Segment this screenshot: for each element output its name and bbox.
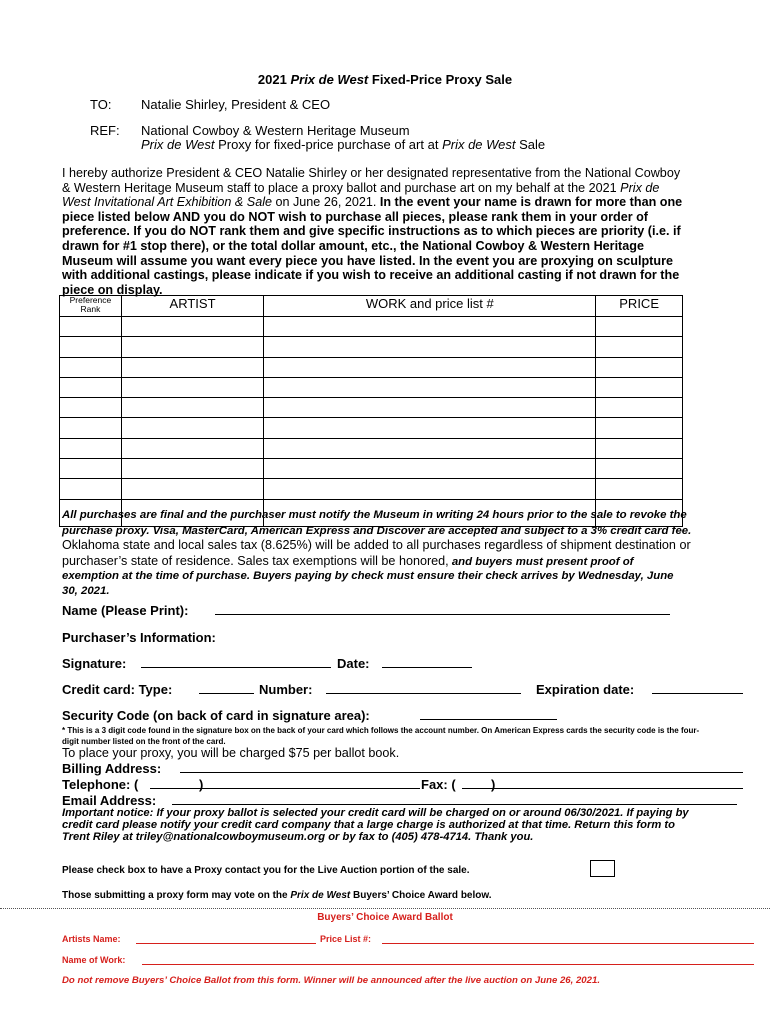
work-cell[interactable]: [264, 459, 596, 479]
work-cell[interactable]: [264, 317, 596, 337]
price-cell[interactable]: [596, 479, 683, 499]
purchaser-info-label: Purchaser’s Information:: [62, 630, 216, 645]
price-cell[interactable]: [596, 377, 683, 397]
expiration-label: Expiration date:: [536, 682, 635, 697]
ref-line1: National Cowboy & Western Heritage Museum: [141, 123, 410, 138]
signature-line[interactable]: [141, 667, 331, 668]
ballot-title: Buyers’ Choice Award Ballot: [317, 912, 453, 923]
cc-number-line[interactable]: [326, 693, 521, 694]
table-row[interactable]: [60, 418, 683, 438]
ballot-price-label: Price List #:: [320, 934, 372, 944]
to-label: TO:: [90, 97, 112, 112]
ref-line2: Prix de West Proxy for fixed-price purchase of art at Prix de West Sale: [141, 137, 546, 152]
name-label: Name (Please Print):: [62, 603, 189, 618]
fax-close: ): [491, 777, 496, 792]
artist-cell[interactable]: [121, 479, 263, 499]
artist-cell[interactable]: [121, 357, 263, 377]
name-line[interactable]: [215, 614, 670, 615]
header-artist: ARTIST: [121, 296, 263, 317]
ballot-artist-line[interactable]: [136, 943, 316, 944]
rank-cell[interactable]: [60, 438, 122, 458]
table-header-row: [60, 296, 683, 317]
table-row[interactable]: [60, 479, 683, 499]
purchase-notice: All purchases are final and the purchaser must notify the Museum in writing 24 hours prior to the sale to revoke the purchase proxy. Visa, MasterCard, American Express and Discover are accepted and subject to a 3% credit card fee. Oklahoma state and local sales tax (8.625%) will be added to all purchases regardless of shipment destination or purchaser’s state of residence. Sales tax exemptions will be honored, and buyers must present proof of exemption at the time of purchase. Buyers paying by check must ensure their check arrives by Wednesday, June 30, 2021.: [62, 509, 692, 597]
telephone-line[interactable]: [150, 788, 420, 789]
buyers-choice-text: Those submitting a proxy form may vote on the Prix de West Buyers’ Choice Award below.: [62, 890, 492, 901]
table-row[interactable]: [60, 377, 683, 397]
price-cell[interactable]: [596, 398, 683, 418]
charge-text: To place your proxy, you will be charged $75 per ballot book.: [62, 746, 400, 760]
price-cell[interactable]: [596, 357, 683, 377]
ballot-artist-label: Artists Name:: [62, 934, 121, 944]
price-cell[interactable]: [596, 438, 683, 458]
security-note: * This is a 3 digit code found in the signature box on the back of your card which follows the account number. On American Express cards the security code is the four-digit number listed on the front of the card.: [62, 726, 700, 746]
table-row[interactable]: [60, 317, 683, 337]
work-cell[interactable]: [264, 357, 596, 377]
signature-label: Signature:: [62, 656, 127, 671]
artist-cell[interactable]: [121, 317, 263, 337]
table-row[interactable]: [60, 438, 683, 458]
table-row[interactable]: [60, 459, 683, 479]
header-price: PRICE: [596, 296, 683, 317]
rank-cell[interactable]: [60, 317, 122, 337]
artist-cell[interactable]: [121, 418, 263, 438]
rank-cell[interactable]: [60, 459, 122, 479]
ballot-work-line[interactable]: [142, 964, 754, 965]
work-cell[interactable]: [264, 479, 596, 499]
table-row[interactable]: [60, 398, 683, 418]
price-cell[interactable]: [596, 337, 683, 357]
ballot-price-line[interactable]: [382, 943, 754, 944]
fax-label: Fax: (: [421, 777, 456, 792]
date-label: Date:: [337, 656, 370, 671]
artist-cell[interactable]: [121, 337, 263, 357]
artist-cell[interactable]: [121, 398, 263, 418]
security-code-label: Security Code (on back of card in signature area):: [62, 708, 370, 723]
checkbox-text: Please check box to have a Proxy contact you for the Live Auction portion of the sale.: [62, 865, 470, 876]
email-line[interactable]: [172, 804, 737, 805]
important-notice: Important notice: If your proxy ballot is selected your credit card will be charged on or around 06/30/2021. If paying by credit card please notify your credit card company that a large charge is authorized at that time. Return this form to Trent Riley at triley@nationalcowboymuseum.org or by fax to (405) 478-4714. Thank you.: [62, 807, 689, 844]
ballot-work-label: Name of Work:: [62, 955, 126, 965]
price-cell[interactable]: [596, 418, 683, 438]
number-label: Number:: [259, 682, 313, 697]
to-value: Natalie Shirley, President & CEO: [141, 97, 331, 112]
expiration-line[interactable]: [652, 693, 743, 694]
header-work: WORK and price list #: [264, 296, 596, 317]
fax-line[interactable]: [462, 788, 743, 789]
work-cell[interactable]: [264, 398, 596, 418]
rank-cell[interactable]: [60, 418, 122, 438]
cut-line: [0, 908, 770, 909]
header-rank: Preference Rank: [60, 296, 122, 317]
billing-label: Billing Address:: [62, 761, 162, 776]
email-label: Email Address:: [62, 793, 157, 808]
price-cell[interactable]: [596, 459, 683, 479]
security-code-line[interactable]: [420, 719, 557, 720]
rank-cell[interactable]: [60, 377, 122, 397]
ballot-footer: Do not remove Buyers’ Choice Ballot from this form. Winner will be announced after the live auction on June 26, 2021.: [62, 975, 600, 986]
page-title: 2021 Prix de West Fixed-Price Proxy Sale: [257, 72, 513, 87]
date-line[interactable]: [382, 667, 472, 668]
work-cell[interactable]: [264, 418, 596, 438]
work-cell[interactable]: [264, 377, 596, 397]
rank-cell[interactable]: [60, 357, 122, 377]
billing-line[interactable]: [180, 772, 743, 773]
price-cell[interactable]: [596, 317, 683, 337]
cc-type-line[interactable]: [199, 693, 254, 694]
artist-cell[interactable]: [121, 438, 263, 458]
rank-cell[interactable]: [60, 479, 122, 499]
authorization-paragraph: I hereby authorize President & CEO Natalie Shirley or her designated representative from the National Cowboy & Western Heritage Museum staff to place a proxy ballot and purchase art on my behalf at the 2021 Prix de West Invitational Art Exhibition & Sale on June 26, 2021. In the event your name is drawn for more than one piece listed below AND you do NOT wish to purchase all pieces, please rank them in your order of preference. If you do NOT rank them and give specific instructions as to which pieces are priority (i.e. if drawn for #1 stop there), or the total dollar amount, etc., the National Cowboy & Western Heritage Museum will assume you want every piece you have listed. In the event you are proxying on sculpture with additional castings, please indicate if you wish to receive an additional casting if not drawn for the piece on display.: [62, 166, 683, 297]
live-auction-checkbox[interactable]: [590, 860, 615, 877]
telephone-close: ): [199, 777, 204, 792]
work-cell[interactable]: [264, 337, 596, 357]
rank-cell[interactable]: [60, 398, 122, 418]
work-cell[interactable]: [264, 438, 596, 458]
telephone-label: Telephone: (: [62, 777, 139, 792]
table-row[interactable]: [60, 337, 683, 357]
table-row[interactable]: [60, 357, 683, 377]
ref-label: REF:: [90, 123, 120, 138]
cc-type-label: Credit card: Type:: [62, 682, 173, 697]
artist-cell[interactable]: [121, 377, 263, 397]
proxy-table: [59, 295, 683, 527]
artist-cell[interactable]: [121, 459, 263, 479]
rank-cell[interactable]: [60, 337, 122, 357]
